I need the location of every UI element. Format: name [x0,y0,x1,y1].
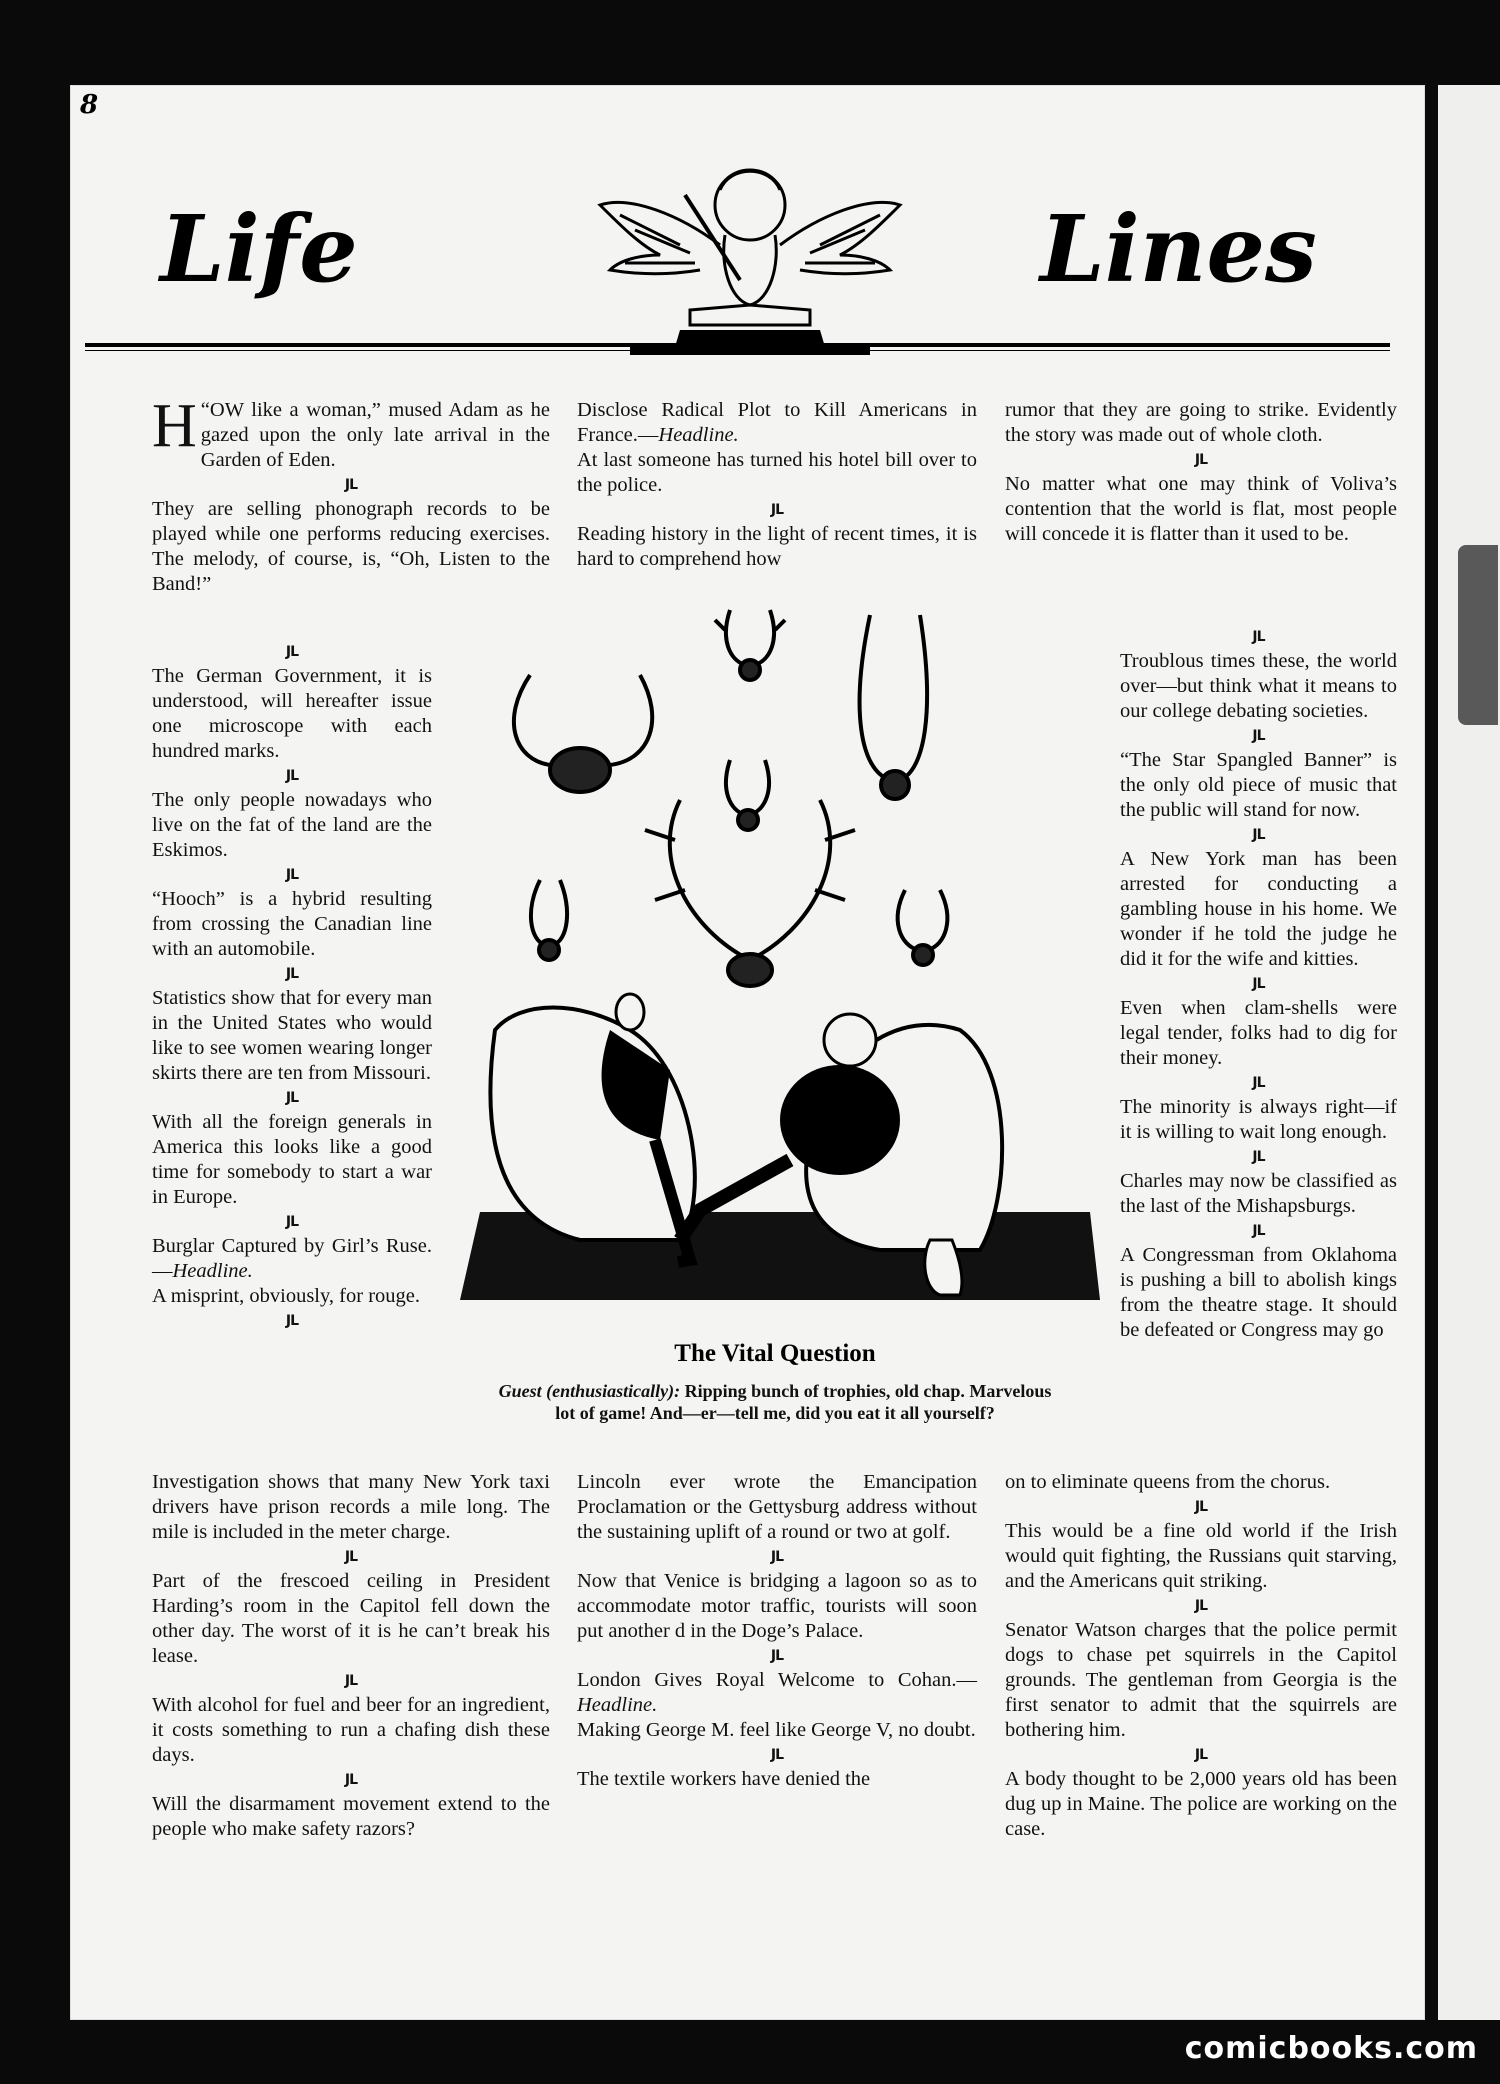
separator-mark: JL [1252,1075,1265,1091]
paragraph-reading-history: Reading history in the light of recent times, it is hard to comprehend how [577,523,977,570]
paragraph-voliva: No matter what one may think of Voliva’s contention that the world is flat, most people will concede it is flatter than it used to be. [1005,473,1397,545]
paragraph-textile-workers: The textile workers have denied the [577,1768,871,1790]
paragraph-clam-shells: Even when clam-shells were legal tender, folks had to dig for their money. [1120,997,1397,1069]
column-3-top [1005,398,1397,547]
separator-mark: JL [285,966,299,982]
column-1-narrow [152,640,432,1333]
dog [925,1240,962,1295]
separator-mark: JL [285,867,299,883]
separator-mark: JL [1252,1149,1265,1165]
paragraph-senator-watson: Senator Watson charges that the police permit dogs to chase pet squirrels in the Capitol grounds. The gentleman from Georgia is the first senator to admit that the squirrels are bothering him. [1005,1619,1397,1741]
page-number: 8 [80,90,99,120]
paragraph-cohan-headline: London Gives Royal Welcome to Cohan.—Headline. [577,1669,977,1716]
separator-mark: JL [344,477,358,493]
paragraph-body-maine: A body thought to be 2,000 years old has been dug up in Maine. The police are working on the case. [1005,1768,1397,1840]
separator-mark: JL [1194,1747,1208,1763]
watermark: comicbooks.com [1184,2031,1478,2066]
column-1-top [152,392,550,597]
paragraph-adam: “ H OW like a woman,” mused Adam as he gazed upon the only late arrival in the Garden of Eden. [152,392,550,471]
column-2-bottom [577,1470,977,1792]
paragraph-george: Making George M. feel like George V, no doubt. [577,1719,976,1741]
separator-mark: JL [1252,728,1265,744]
armchair-left [490,1008,694,1241]
separator-mark: JL [285,1214,299,1230]
paragraph-burglar-comment: A misprint, obviously, for rouge. [152,1285,421,1307]
separator-mark: JL [285,1313,299,1329]
separator-mark: JL [770,1549,784,1565]
separator-mark: JL [1252,827,1265,843]
paragraph-star-spangled: “The Star Spangled Banner” is the only old piece of music that the public will stand for now. [1120,749,1397,821]
paragraph-chafing-dish: With alcohol for fuel and beer for an ingredient, it costs something to run a chafing dish these days. [152,1694,550,1766]
paragraph-minority: The minority is always right—if it is willing to wait long enough. [1120,1096,1397,1143]
paragraph-congressman: A Congressman from Oklahoma is pushing a bill to abolish kings from the theatre stage. It should be defeated or Congress may go [1120,1244,1397,1341]
paragraph-burglar-headline: Burglar Captured by Girl’s Ruse.—Headline. [152,1235,432,1282]
separator-mark: JL [344,1549,358,1565]
paragraph-troublous-times: Troublous times these, the world over—but think what it means to our college debating societies. [1120,650,1397,722]
separator-mark: JL [1194,452,1208,468]
paragraph-razors: Will the disarmament movement extend to the people who make safety razors? [152,1793,550,1840]
separator-mark: JL [1194,1598,1208,1614]
paragraph-strike-rumor: rumor that they are going to strike. Evidently the story was made out of whole cloth. [1005,399,1397,446]
cartoon-caption: Guest (enthusiastically): Ripping bunch of trophies, old chap. Marvelous lot of game! And—er—tell me, did you eat it all yourself? [498,1381,1052,1423]
paragraph-fine-old-world: This would be a fine old world if the Irish would quit fighting, the Russians quit starving, and the Americans quit striking. [1005,1520,1397,1592]
paragraph-hotel-bill: At last someone has turned his hotel bill over to the police. [577,449,977,496]
paragraph-taxi-drivers: Investigation shows that many New York taxi drivers have prison records a mile long. The mile is included in the meter charge. [152,1471,550,1543]
header-rule-thin [85,350,1390,351]
drop-cap: H [152,392,197,460]
title-life: Life [160,195,358,303]
paragraph-eskimos: The only people nowadays who live on the fat of the land are the Eskimos. [152,789,432,861]
paragraph-mishapsburgs: Charles may now be classified as the last of the Mishapsburgs. [1120,1170,1397,1217]
column-1-bottom [152,1470,550,1842]
separator-mark: JL [1252,976,1265,992]
paragraph-harding-ceiling: Part of the frescoed ceiling in President Harding’s room in the Capitol fell down the other day. The worst of it is he can’t break his lease. [152,1570,550,1667]
paragraph-gambling-house: A New York man has been arrested for conducting a gambling house in his home. We wonder if he told the judge he did it for the wife and kitties. [1120,848,1397,970]
separator-mark: JL [770,502,784,518]
separator-mark: JL [285,768,299,784]
paragraph-german-government: The German Government, it is understood, will hereafter issue one microscope with each hundred marks. [152,665,432,762]
title-lines: Lines [1040,195,1317,303]
separator-mark: JL [344,1673,358,1689]
adjacent-page-illustration-fragment [1458,545,1498,725]
separator-mark: JL [770,1648,784,1664]
paragraph-chorus: on to eliminate queens from the chorus. [1005,1471,1331,1493]
paragraph-statistics: Statistics show that for every man in the United States who would like to see women wearing longer skirts there are ten from Missouri. [152,987,432,1084]
separator-mark: JL [770,1747,784,1763]
paragraph-foreign-generals: With all the foreign generals in America this looks like a good time for somebody to start a war in Europe. [152,1111,432,1208]
adjacent-page-edge [1438,85,1500,2020]
paragraph-hooch: “Hooch” is a hybrid resulting from crossing the Canadian line with an automobile. [152,888,432,960]
separator-mark: JL [1194,1499,1208,1515]
trophy-room-cartoon [460,600,1110,1300]
column-3-bottom [1005,1470,1397,1842]
column-2-top [577,398,977,572]
separator-mark: JL [285,1090,299,1106]
paragraph-phonograph: They are selling phonograph records to be played while one performs reducing exercises. The melody, of course, is, “Oh, Listen to the Band!” [152,498,550,595]
paragraph-venice: Now that Venice is bridging a lagoon so as to accommodate motor traffic, tourists will soon put another d in the Doge’s Palace. [577,1570,977,1642]
column-3-narrow [1120,625,1397,1343]
separator-mark: JL [344,1772,358,1788]
cartoon-title: The Vital Question [674,1340,876,1367]
header-rule [85,343,1390,347]
separator-mark: JL [285,644,299,660]
separator-mark: JL [1252,629,1265,645]
separator-mark: JL [1252,1223,1265,1239]
paragraph-radical-plot: Disclose Radical Plot to Kill Americans in France.—Headline. [577,399,977,446]
paragraph-lincoln: Lincoln ever wrote the Emancipation Proclamation or the Gettysburg address without the sustaining uplift of a round or two at golf. [577,1471,977,1543]
cherub-writing-icon [590,135,910,370]
